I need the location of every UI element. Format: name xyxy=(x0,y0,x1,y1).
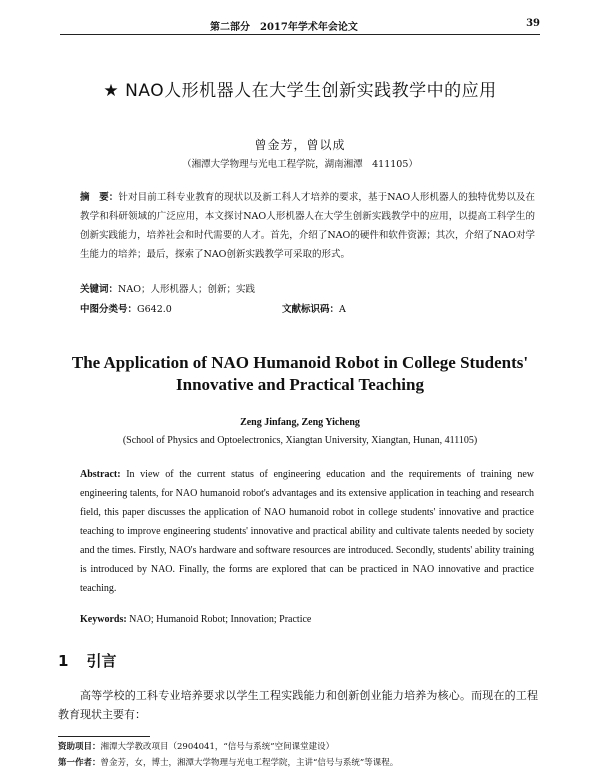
chinese-keywords-text: NAO；人形机器人；创新；实践 xyxy=(118,284,255,295)
body-paragraph: 高等学校的工科专业培养要求以学生工程实践能力和创新创业能力培养为核心。而现在的工程教育现状主要有： xyxy=(58,689,538,721)
english-title xyxy=(0,352,600,396)
chinese-title-text: NAO人形机器人在大学生创新实践教学中的应用 xyxy=(125,81,497,101)
footnote-author-label: 第一作者： xyxy=(58,758,101,768)
chinese-abstract xyxy=(80,188,535,264)
section-title: 引言 xyxy=(86,652,117,670)
footnote-author-text: 曾金芳，女，博士，湘潭大学物理与光电工程学院，主讲“信号与系统”等课程。 xyxy=(100,758,399,768)
running-head-text: 第二部分 2017年学术年会论文 xyxy=(210,22,358,33)
footnote-divider xyxy=(58,736,150,737)
english-abstract-label: Abstract: xyxy=(80,469,121,480)
english-affiliation: (School of Physics and Optoelectronics, Xiangtan University, Xiangtan, Hunan, 411105) xyxy=(122,435,478,446)
document-code xyxy=(282,301,346,315)
section-number: 1 xyxy=(58,652,69,670)
chinese-authors: 曾金芳，曾以成 xyxy=(254,138,346,152)
footnote-funding-text: 湘潭大学教改项目（2904041，“信号与系统”空间课堂建设） xyxy=(100,742,335,752)
chinese-title xyxy=(0,76,600,101)
page-number: 39 xyxy=(526,18,540,29)
chinese-keywords-label: 关键词： xyxy=(80,284,119,295)
classification-number xyxy=(80,301,172,315)
english-abstract xyxy=(80,465,534,598)
classification-label: 中图分类号： xyxy=(80,304,138,315)
document-code-label: 文献标识码： xyxy=(282,304,340,315)
footnote-funding xyxy=(58,740,548,754)
running-head xyxy=(60,16,540,35)
footnote-author xyxy=(58,756,548,770)
english-abstract-text: In view of the current status of engineering education and the requirements of training new engineering talents, for NAO humanoid robot's advantages and its extensive application in teaching and research field, this paper discusses the application of NAO humanoid robot in college students' innovative and practice teaching to improve engineering students' innovative and practical ability and cultivate talents needed by society and the times. Firstly, NAO's hardware and software resources are introduced. Secondly, students' ability training is introduced by NAO. Finally, the forms are explored that can be practiced in NAO innovative and practice teaching. xyxy=(80,469,535,594)
english-title-line-1: The Application of NAO Humanoid Robot in College Students' xyxy=(71,353,529,372)
chinese-abstract-text: 针对目前工科专业教育的现状以及新工科人才培养的要求，基于NAO人形机器人的独特优势以及在教学和科研领域的广泛应用，本文探讨NAO人形机器人在大学生创新实践教学中的应用，以提高工科学生的创新实践能力，培养社会和时代需要的人才。首先，介绍了NAO的硬件和软件资源；其次，介绍了NAO对学生能力的培养；最后，探索了NAO创新实践教学可采取的形式。 xyxy=(80,192,535,260)
chinese-keywords xyxy=(80,281,255,295)
chinese-affiliation: （湘潭大学物理与光电工程学院，湖南湘潭 411105） xyxy=(182,159,418,170)
english-keywords-label: Keywords: xyxy=(80,614,127,625)
section-heading xyxy=(58,650,116,671)
classification-value: G642.0 xyxy=(137,304,172,315)
english-authors: Zeng Jinfang, Zeng Yicheng xyxy=(240,417,360,428)
chinese-abstract-label: 摘 要： xyxy=(80,192,119,203)
english-keywords xyxy=(80,614,311,625)
english-title-line-2: Innovative and Practical Teaching xyxy=(176,375,424,394)
document-code-value: A xyxy=(339,304,346,315)
star-icon: ★ xyxy=(103,81,120,101)
footnote-funding-label: 资助项目： xyxy=(58,742,101,752)
english-keywords-text: NAO; Humanoid Robot; Innovation; Practice xyxy=(129,614,312,625)
